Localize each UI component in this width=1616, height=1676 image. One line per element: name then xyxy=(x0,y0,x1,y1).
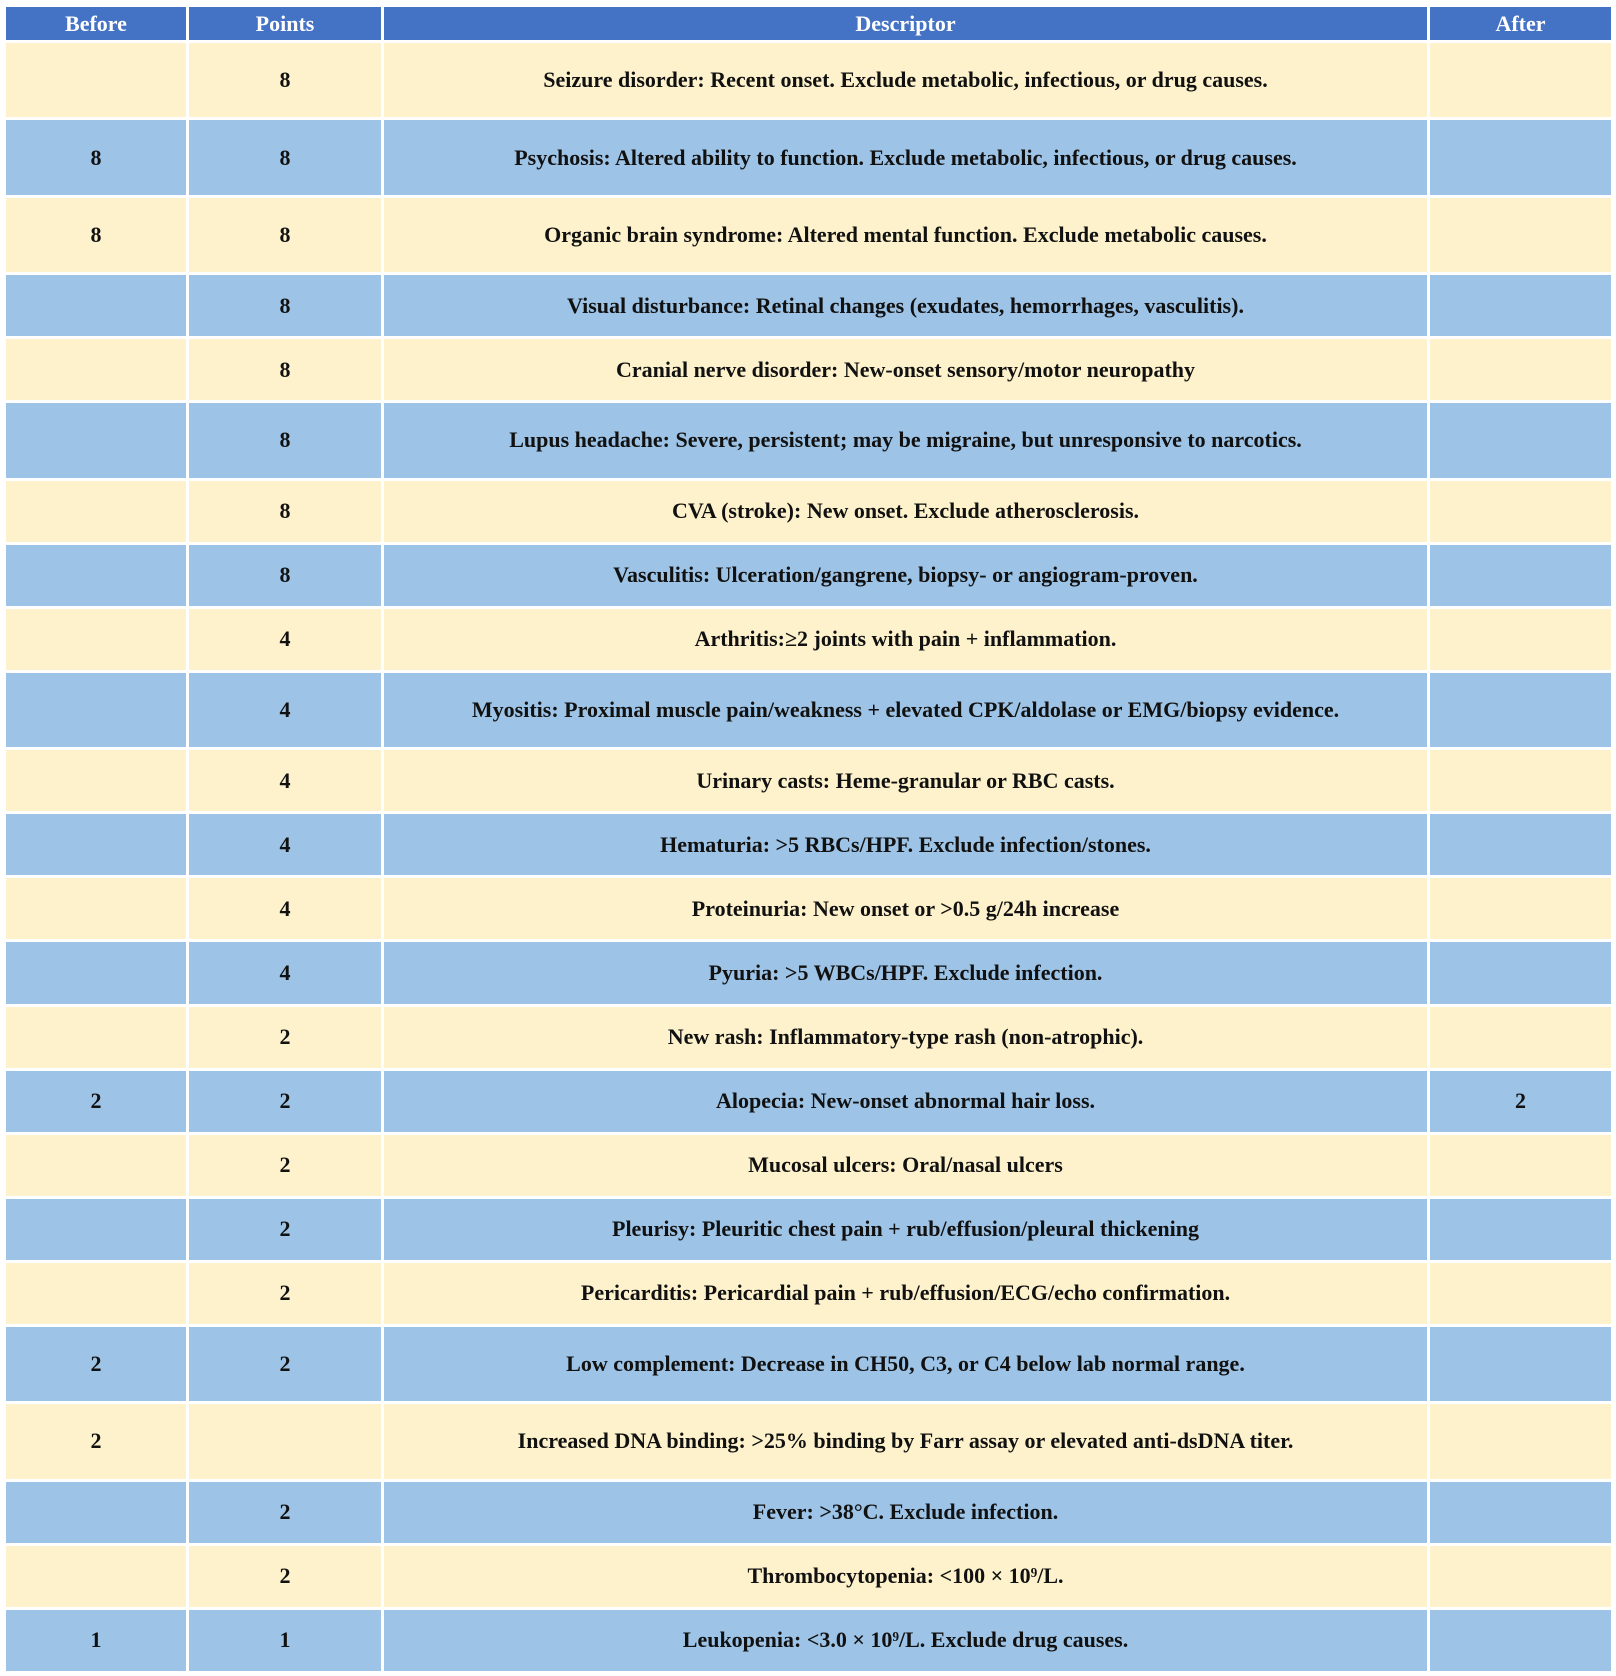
cell-points xyxy=(189,1404,381,1478)
cell-after xyxy=(1430,1263,1611,1324)
cell-before xyxy=(6,942,186,1003)
cell-points: 8 xyxy=(189,43,381,117)
cell-points: 2 xyxy=(189,1546,381,1607)
table-row xyxy=(6,339,1611,400)
cell-before xyxy=(6,1199,186,1260)
header-descriptor: Descriptor xyxy=(384,7,1427,40)
cell-points: 4 xyxy=(189,750,381,811)
table-row xyxy=(6,1007,1611,1068)
cell-before xyxy=(6,403,186,477)
table-row xyxy=(6,1263,1611,1324)
cell-descriptor: Arthritis:≥2 joints with pain + inflammation. xyxy=(384,609,1427,670)
cell-descriptor: Proteinuria: New onset or >0.5 g/24h increase xyxy=(384,878,1427,939)
cell-points: 2 xyxy=(189,1482,381,1543)
cell-points: 8 xyxy=(189,339,381,400)
cell-descriptor: Thrombocytopenia: <100 × 10⁹/L. xyxy=(384,1546,1427,1607)
cell-before xyxy=(6,1482,186,1543)
cell-after xyxy=(1430,275,1611,336)
cell-descriptor: Pyuria: >5 WBCs/HPF. Exclude infection. xyxy=(384,942,1427,1003)
cell-descriptor: Psychosis: Altered ability to function. Exclude metabolic, infectious, or drug causes. xyxy=(384,120,1427,194)
cell-points: 2 xyxy=(189,1327,381,1401)
cell-descriptor: Fever: >38°C. Exclude infection. xyxy=(384,1482,1427,1543)
cell-descriptor: New rash: Inflammatory-type rash (non-atrophic). xyxy=(384,1007,1427,1068)
cell-descriptor: Increased DNA binding: >25% binding by Farr assay or elevated anti-dsDNA titer. xyxy=(384,1404,1427,1478)
table-row xyxy=(6,609,1611,670)
cell-before xyxy=(6,1135,186,1196)
cell-after xyxy=(1430,1404,1611,1478)
cell-descriptor: Pericarditis: Pericardial pain + rub/effusion/ECG/echo confirmation. xyxy=(384,1263,1427,1324)
cell-descriptor: Organic brain syndrome: Altered mental function. Exclude metabolic causes. xyxy=(384,198,1427,272)
table-row xyxy=(6,814,1611,875)
sledai-score-table xyxy=(3,4,1614,1674)
cell-after xyxy=(1430,878,1611,939)
cell-before xyxy=(6,545,186,606)
table-row xyxy=(6,1482,1611,1543)
table-row xyxy=(6,1546,1611,1607)
cell-points: 2 xyxy=(189,1199,381,1260)
table-row xyxy=(6,1071,1611,1132)
cell-after xyxy=(1430,403,1611,477)
cell-before xyxy=(6,1263,186,1324)
table-row xyxy=(6,750,1611,811)
cell-before xyxy=(6,43,186,117)
table-row xyxy=(6,1199,1611,1260)
cell-before xyxy=(6,609,186,670)
cell-points: 4 xyxy=(189,942,381,1003)
cell-before xyxy=(6,481,186,542)
table-row xyxy=(6,1610,1611,1671)
cell-descriptor: Leukopenia: <3.0 × 10⁹/L. Exclude drug causes. xyxy=(384,1610,1427,1671)
cell-descriptor: Urinary casts: Heme-granular or RBC casts. xyxy=(384,750,1427,811)
header-row xyxy=(6,7,1611,40)
table-header xyxy=(6,7,1611,40)
table-row xyxy=(6,1327,1611,1401)
cell-points: 8 xyxy=(189,403,381,477)
cell-descriptor: Cranial nerve disorder: New-onset sensory/motor neuropathy xyxy=(384,339,1427,400)
cell-before xyxy=(6,878,186,939)
cell-after xyxy=(1430,750,1611,811)
cell-descriptor: Visual disturbance: Retinal changes (exudates, hemorrhages, vasculitis). xyxy=(384,275,1427,336)
header-points: Points xyxy=(189,7,381,40)
cell-after xyxy=(1430,673,1611,747)
cell-descriptor: Hematuria: >5 RBCs/HPF. Exclude infection/stones. xyxy=(384,814,1427,875)
cell-points: 2 xyxy=(189,1263,381,1324)
table-row xyxy=(6,481,1611,542)
cell-points: 8 xyxy=(189,545,381,606)
table-row xyxy=(6,120,1611,194)
cell-before xyxy=(6,750,186,811)
cell-after xyxy=(1430,1135,1611,1196)
table-row xyxy=(6,198,1611,272)
cell-after xyxy=(1430,814,1611,875)
cell-before: 2 xyxy=(6,1327,186,1401)
table-row xyxy=(6,1135,1611,1196)
cell-descriptor: CVA (stroke): New onset. Exclude atherosclerosis. xyxy=(384,481,1427,542)
cell-points: 4 xyxy=(189,609,381,670)
cell-points: 2 xyxy=(189,1071,381,1132)
cell-descriptor: Pleurisy: Pleuritic chest pain + rub/effusion/pleural thickening xyxy=(384,1199,1427,1260)
cell-after xyxy=(1430,43,1611,117)
cell-after: 2 xyxy=(1430,1071,1611,1132)
cell-descriptor: Seizure disorder: Recent onset. Exclude metabolic, infectious, or drug causes. xyxy=(384,43,1427,117)
cell-before xyxy=(6,1007,186,1068)
table-row xyxy=(6,275,1611,336)
cell-after xyxy=(1430,198,1611,272)
cell-descriptor: Alopecia: New-onset abnormal hair loss. xyxy=(384,1071,1427,1132)
cell-after xyxy=(1430,545,1611,606)
table-row xyxy=(6,1404,1611,1478)
cell-before: 1 xyxy=(6,1610,186,1671)
cell-before xyxy=(6,1546,186,1607)
cell-before: 2 xyxy=(6,1404,186,1478)
cell-after xyxy=(1430,1610,1611,1671)
cell-points: 1 xyxy=(189,1610,381,1671)
cell-points: 4 xyxy=(189,878,381,939)
table-row xyxy=(6,878,1611,939)
cell-before: 2 xyxy=(6,1071,186,1132)
cell-points: 8 xyxy=(189,120,381,194)
cell-after xyxy=(1430,120,1611,194)
cell-points: 2 xyxy=(189,1007,381,1068)
cell-before xyxy=(6,339,186,400)
cell-before xyxy=(6,814,186,875)
cell-after xyxy=(1430,1007,1611,1068)
cell-after xyxy=(1430,1546,1611,1607)
cell-before xyxy=(6,275,186,336)
cell-after xyxy=(1430,339,1611,400)
cell-points: 4 xyxy=(189,673,381,747)
header-before: Before xyxy=(6,7,186,40)
cell-before: 8 xyxy=(6,120,186,194)
cell-after xyxy=(1430,1482,1611,1543)
cell-points: 8 xyxy=(189,198,381,272)
table-row xyxy=(6,403,1611,477)
cell-after xyxy=(1430,1327,1611,1401)
table-row xyxy=(6,673,1611,747)
cell-after xyxy=(1430,942,1611,1003)
cell-descriptor: Vasculitis: Ulceration/gangrene, biopsy- or angiogram-proven. xyxy=(384,545,1427,606)
cell-descriptor: Mucosal ulcers: Oral/nasal ulcers xyxy=(384,1135,1427,1196)
cell-after xyxy=(1430,609,1611,670)
cell-points: 8 xyxy=(189,275,381,336)
cell-descriptor: Low complement: Decrease in CH50, C3, or C4 below lab normal range. xyxy=(384,1327,1427,1401)
cell-before xyxy=(6,673,186,747)
cell-after xyxy=(1430,481,1611,542)
cell-points: 2 xyxy=(189,1135,381,1196)
table-row xyxy=(6,942,1611,1003)
cell-before: 8 xyxy=(6,198,186,272)
cell-after xyxy=(1430,1199,1611,1260)
table-row xyxy=(6,43,1611,117)
cell-points: 4 xyxy=(189,814,381,875)
table-body xyxy=(6,43,1611,1671)
header-after: After xyxy=(1430,7,1611,40)
cell-points: 8 xyxy=(189,481,381,542)
cell-descriptor: Lupus headache: Severe, persistent; may be migraine, but unresponsive to narcotics. xyxy=(384,403,1427,477)
table-row xyxy=(6,545,1611,606)
cell-descriptor: Myositis: Proximal muscle pain/weakness + elevated CPK/aldolase or EMG/biopsy evidence. xyxy=(384,673,1427,747)
